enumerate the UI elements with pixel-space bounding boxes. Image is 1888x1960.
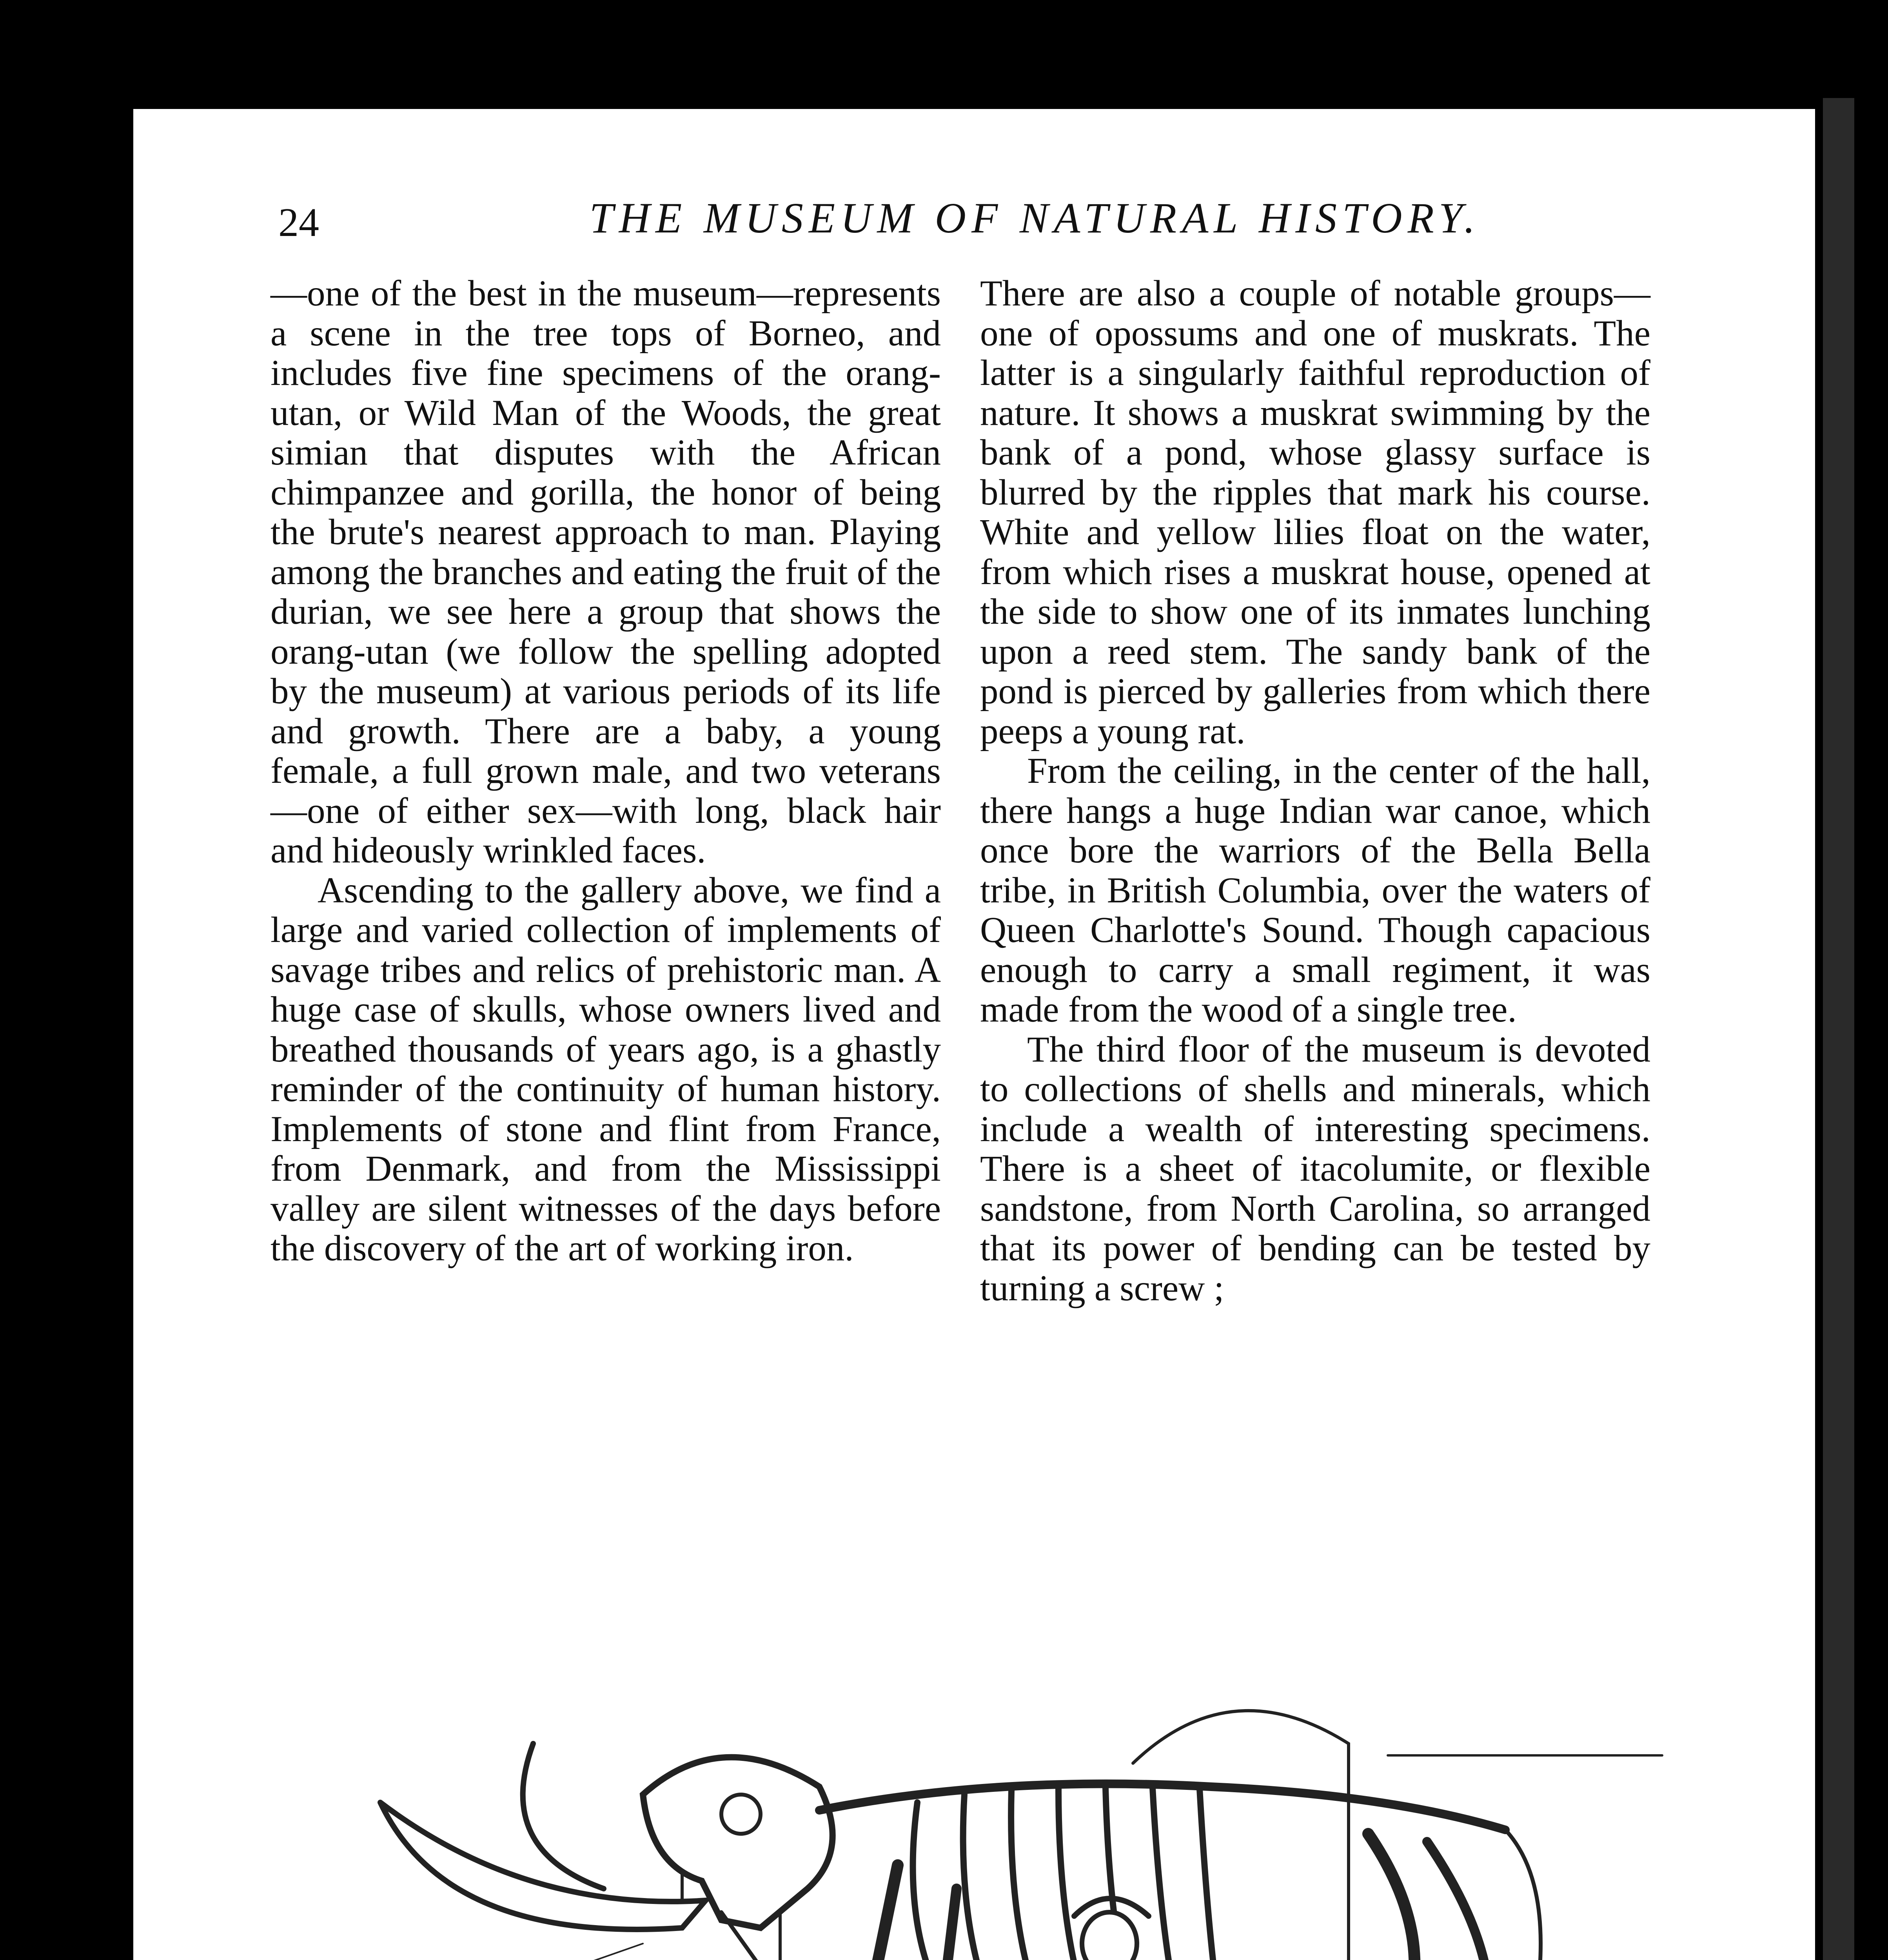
mastodon-skeleton-drawing	[329, 1646, 1741, 1960]
mastodon-illustration	[329, 1646, 1741, 1960]
magazine-page	[133, 109, 1815, 1960]
paragraph: Ascending to the gallery above, we find a large and varied collection of implements of savage tribes and relics of prehistoric man. A huge case of skulls, whose owners lived and breathed thousands of years ago, is a ghastly reminder of the continuity of human history. Implements of stone and flint from France, from Denmark, and from the Mississippi valley are silent witnesses of the days before the discovery of the art of working iron.	[270, 870, 941, 1269]
left-text-column	[270, 274, 941, 1269]
paragraph: —one of the best in the museum—represents a scene in the tree tops of Borneo, and includes five fine specimens of the orang-utan, or Wild Man of the Woods, the great simian that disputes with the African chimpanzee and gorilla, the honor of being the brute's nearest approach to man. Playing among the branches and eating the fruit of the durian, we see here a group that shows the orang-utan (we follow the spelling adopted by the museum) at various periods of its life and growth. There are a baby, a young female, a full grown male, and two veterans—one of either sex—with long, black hair and hideously wrinkled faces.	[270, 273, 941, 871]
running-head: THE MUSEUM OF NATURAL HISTORY.	[589, 194, 1481, 242]
paragraph: There are also a couple of notable groups—one of opossums and one of muskrats. The latter is a singularly faithful reproduction of nature. It shows a muskrat swimming by the bank of a pond, whose glassy surface is blurred by the ripples that mark his course. White and yellow lilies float on the water, from which rises a muskrat house, opened at the side to show one of its inmates lunching upon a reed stem. The sandy bank of the pond is pierced by galleries from which there peeps a young rat.	[980, 273, 1650, 751]
right-text-column	[980, 274, 1650, 1308]
paragraph: From the ceiling, in the center of the hall, there hangs a huge Indian war canoe, which once bore the warriors of the Bella Bella tribe, in British Columbia, over the waters of Queen Charlotte's Sound. Though capacious enough to carry a small regiment, it was made from the wood of a single tree.	[980, 751, 1650, 1030]
paragraph: The third floor of the museum is devoted to collections of shells and minerals, which include a wealth of interesting specimens. There is a sheet of itacolumite, or flexible sandstone, from North Carolina, so arranged that its power of bending can be tested by turning a screw ;	[980, 1029, 1650, 1308]
page-number: 24	[278, 200, 319, 245]
page-edge-shadow	[1823, 98, 1854, 1960]
